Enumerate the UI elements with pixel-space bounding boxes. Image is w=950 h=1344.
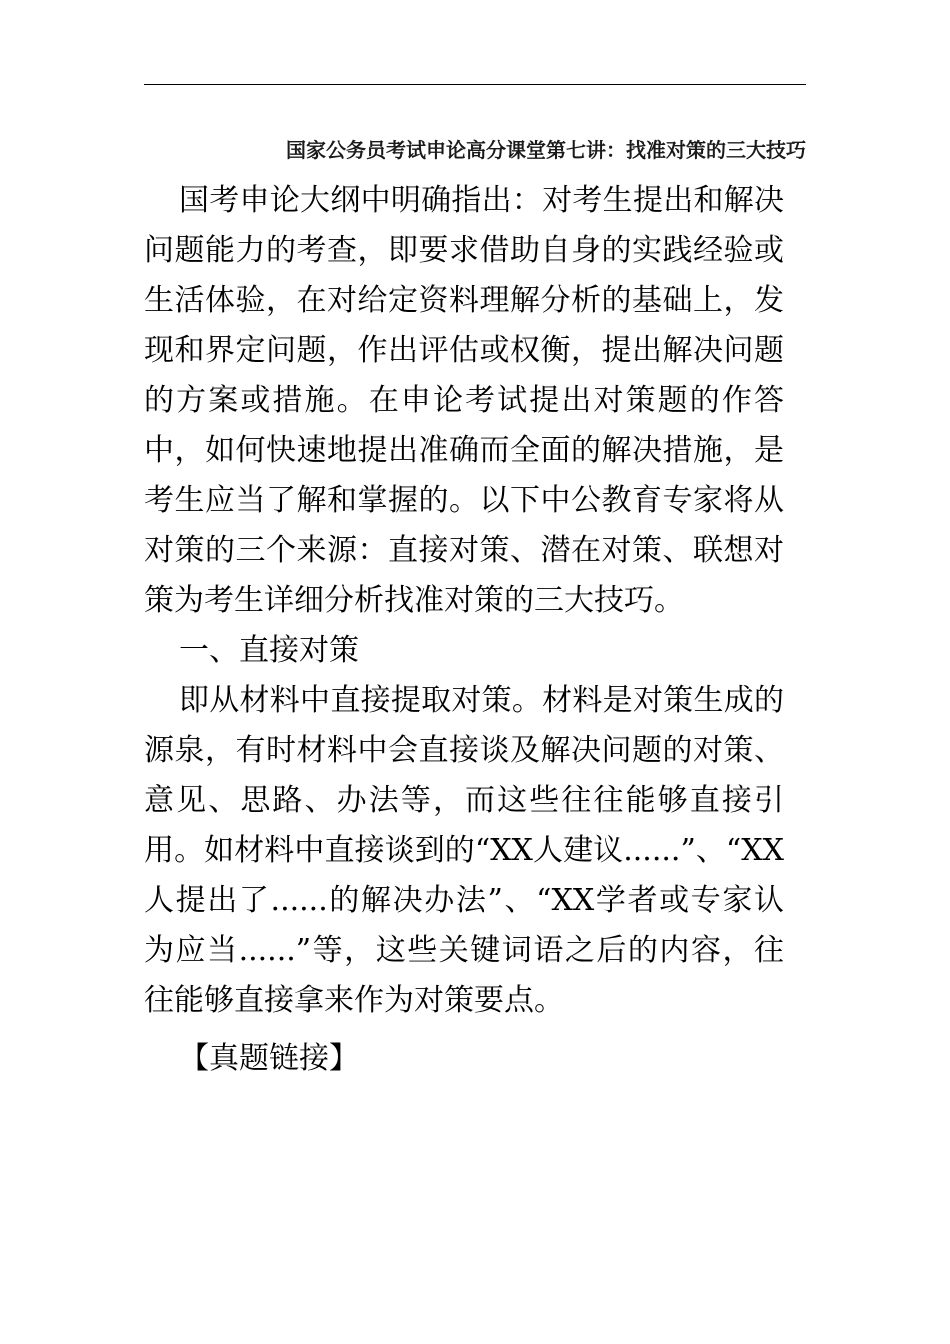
intro-paragraph: 国考申论大纲中明确指出：对考生提出和解决问题能力的考查，即要求借助自身的实践经验或生活体验，在对给定资料理解分析的基础上，发现和界定问题，作出评估或权衡，提出解决问题的方案或措施。在申论考试提出对策题的作答中，如何快速地提出准确而全面的解决措施，是考生应当了解和掌握的。以下中公教育专家将从对策的三个来源：直接对策、潜在对策、联想对策为考生详细分析找准对策的三大技巧。 xyxy=(144,183,784,618)
section-heading-direct-strategy: 一、直接对策 xyxy=(179,633,359,668)
direct-strategy-paragraph: 即从材料中直接提取对策。材料是对策生成的源泉，有时材料中会直接谈及解决问题的对策、意见、思路、办法等，而这些往往能够直接引用。如材料中直接谈到的“XX人建议......”、“XX人提出了......的解决办法”、“XX学者或专家认为应当......”等，这些关键词语之后的内容，往往能够直接拿来作为对策要点。 xyxy=(144,683,784,1018)
exam-link-heading: 【真题链接】 xyxy=(179,1041,359,1076)
document-body xyxy=(144,176,784,1084)
header-rule xyxy=(144,84,806,85)
document-title: 国家公务员考试申论高分课堂第七讲：找准对策的三大技巧 xyxy=(286,138,806,162)
